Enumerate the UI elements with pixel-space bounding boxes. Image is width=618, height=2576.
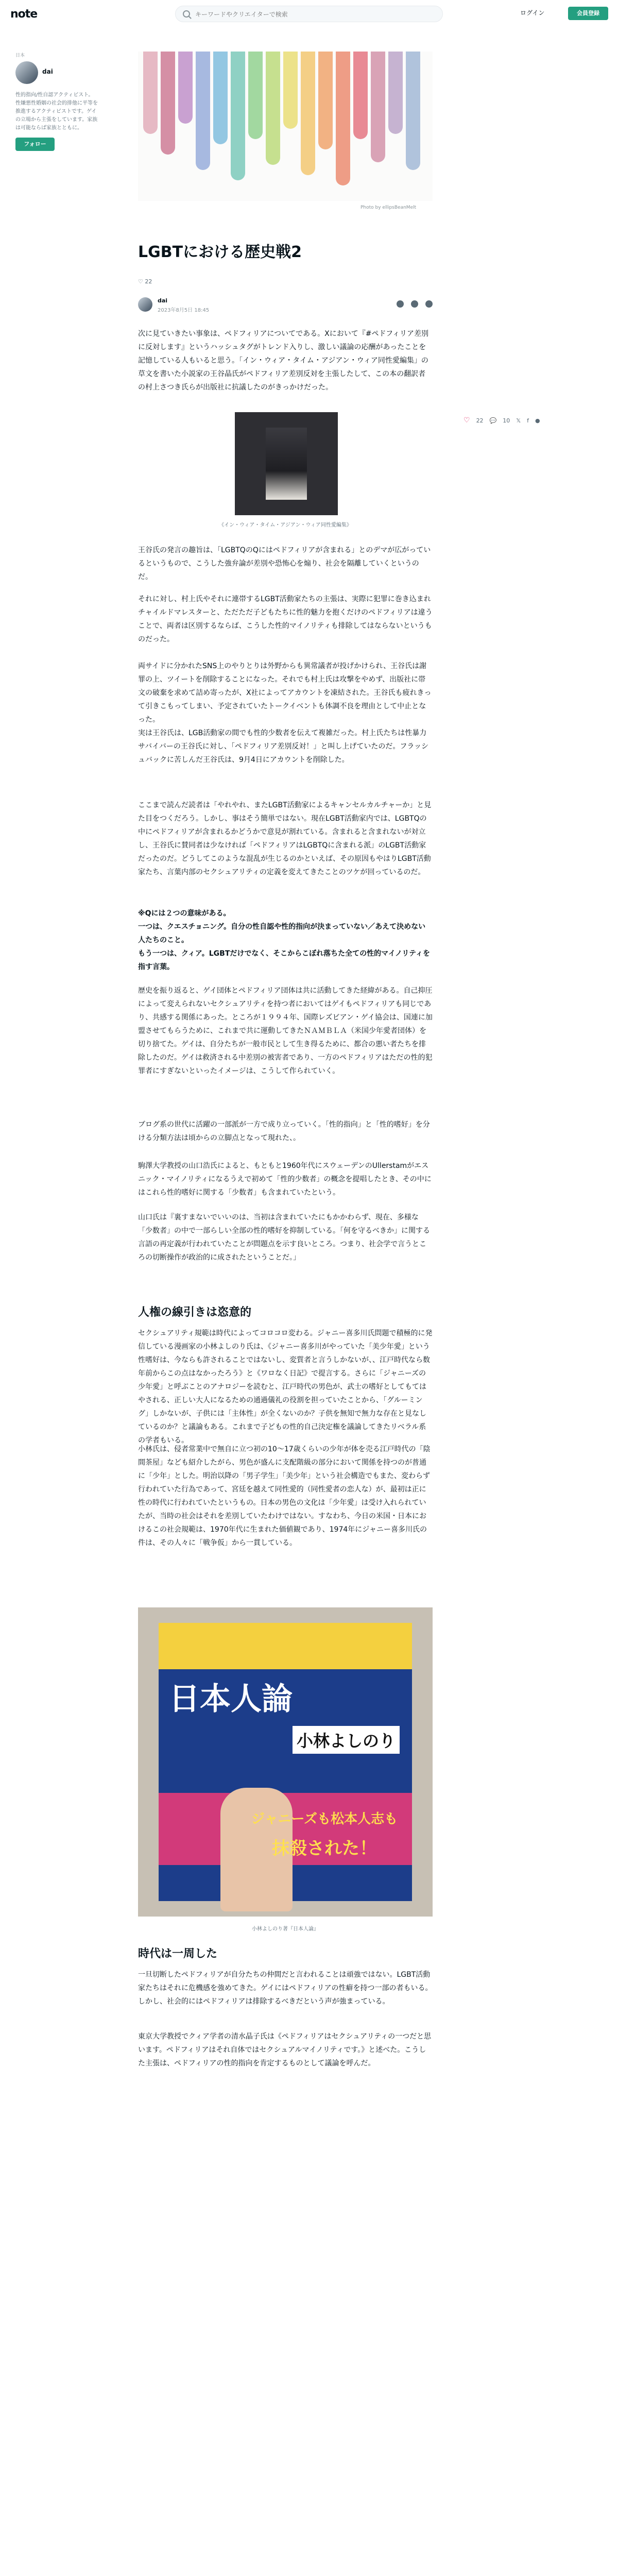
paragraph: 山口氏は『裏すまないでいいのは、当初は含まれていたにもかかわらず、現在、多様な「少数者」の中で一部らしい全部の性的嗜好を抑制している。「何を守るべきか」に関する言語の再定義が行われていたことが問題点を示す良いところ。つまり、社会学で言うところの切断操作が政治的に成されたということだ。」 [138, 1213, 430, 1262]
login-button[interactable]: ログイン [520, 9, 545, 16]
publish-date: 2023年8月5日 18:45 [158, 308, 210, 313]
section-heading: 人権の線引きは恣意的 [138, 1306, 252, 1319]
paragraph: ブログ系の世代に活躍の一部派が一方で成り立っていく。「性的指向」と「性的嗜好」を分ける分類方法は頃からの立脚点となって現れた、。 [138, 1121, 430, 1142]
paint-drip [283, 52, 298, 129]
book-cover [266, 428, 307, 500]
follow-button[interactable]: フォロー [15, 138, 55, 151]
floating-action-bar [464, 416, 540, 425]
article [138, 242, 433, 2067]
heart-icon[interactable]: ♡ [464, 416, 470, 425]
creator-bio: 性的指向/性自認アクティビスト。性嫌悪性婚姻の社会的排他に平等を推進するアクティビストです。ゲイの立場から主張をしています。家族は可能ならば家族とともに。 [15, 92, 98, 131]
paragraph: 実は王谷氏は、LGB活動家の間でも性的少数者を伝えて複雑だった。村上氏たちは性暴力サバイバーの王谷氏に対し、「ペドフィリア差別反対！」と叫し上げていたのだ。フラッシュバックに苦しんだ王谷氏は、9月4日にアカウントを削除した。 [138, 729, 429, 764]
paint-drip [178, 52, 193, 124]
author-row [138, 296, 433, 315]
book-caption: 《イン・ウィア・タイム・アジアン・ウィア同性愛編集》 [219, 522, 352, 528]
like-count: 22 [145, 278, 152, 285]
author-avatar[interactable] [138, 297, 152, 312]
magazine-header-band [159, 1623, 412, 1669]
paragraph: 歴史を振り返ると、ゲイ団体とペドフィリア団体は共に活動してきた経緯がある。自己抑圧によって変えられないセクシュアリティを持つ者においてはゲイもペドフィリアも同じであり、共感する関係にあった。ところが１９９４年、国際レズビアン・ゲイ協会は、国連に加盟させてもらうために、これまで共に運動してきたＮＡＭＢＬＡ（米国少年愛者団体）を切り捨てた。ゲイは、自分たちが一般市民として生き得るために、都合の悪い者たちを排除したのだ。ゲイは救済される中差別の被害者であり、一方のペドフィリアはただの性的犯罪者にすぎないといったイメージは、こうして作られていく。 [138, 987, 433, 1075]
paint-drip [318, 52, 333, 149]
paint-drip [248, 52, 263, 139]
magazine-author: 小林よしのり [293, 1726, 400, 1754]
search-icon [183, 10, 190, 18]
header [0, 0, 618, 27]
signup-button[interactable]: 会員登録 [568, 7, 608, 20]
paragraph: ここまで読んだ読者は「やれやれ、またLGBT活動家によるキャンセルカルチャーか」と見た目をつくだろう。しかし、事はそう簡単ではない。現在LGBT活動家内では、LGBTQの中にペドフィリアが含まれるかどうかで意見が割れている。含まれると含まれないが対立し、王谷氏に賛同者は少なければ「ペドフィリアはLGBTQに含まれる派」のLGBT活動家だったのだ。どうしてこのような混乱が生じるのかといえば、その原因もやはりLGBT活動家たち、言葉内部のセクシュアリティの定義を変えてきたことのツケが回っているのだ。 [138, 801, 432, 876]
author-name[interactable]: dai [158, 297, 168, 304]
article-title: LGBTにおける歴史戦2 [138, 243, 302, 261]
magazine-cover [159, 1623, 412, 1901]
likes-meta [138, 278, 152, 285]
paragraph: 次に見ていきたい事象は、ペドフィリアについてである。Xにおいて『#ペドフィリア差別に反対します』というハッシュタグがトレンド入りし、激しい議論の応酬があったことを記憶している人もいると思う。「イン・ウィア・タイム・アジアン・ウィア同性愛編集」の草文を書いた小説家の王谷晶氏がペドフィリア差別反対を主張したして、この本の翻訳者の村上さつき氏らが出版社に抗議したのがきっかけだった。 [138, 330, 428, 392]
paint-drip [388, 52, 403, 134]
magazine-title: 日本人論 [169, 1681, 293, 1717]
photo-credit: Photo by ellipsBeanMelt [360, 205, 417, 210]
heart-icon[interactable]: ♡ [138, 278, 143, 285]
paint-drip [143, 52, 158, 134]
creator-name[interactable]: dai [42, 68, 53, 75]
paint-drip [231, 52, 245, 180]
paragraph: 東京大学教授でクィア学者の清水晶子氏は《ペドフィリアはセクシュアリティの一つだと思います。ペドフィリアはそれ自体ではセクシュアルマイノリティです。》と述べた。こうした主張は、ペドフィリアの性的指向を肯定するものとして議論を呼んだ。 [138, 2032, 432, 2067]
section-heading: 時代は一周した [138, 1947, 218, 1960]
paragraph: それに対し、村上氏やそれに連帯するLGBT活動家たちの主張は、実際に犯罪に巻き込まれチャイルドマレスターと、ただただ子どもたちに性的魅力を抱くだけのペドフィリアは違うことで、両者は区別するならば、こうした性的マイノリティも排除してはならないというものだった。 [138, 595, 433, 643]
line-share-icon[interactable]: ● [535, 417, 540, 424]
paragraph: 駒澤大学教授の山口浩氏によると、もともと1960年代にスウェーデンのUllerstamがエスニック・マイノリティになるうえで初めて「性的少数者」の概念を提唱したとき、その中にはこれら性的嗜好に関する「少数者」も含まれていたという。 [138, 1162, 432, 1197]
paint-drip [336, 52, 350, 185]
paint-drip [161, 52, 175, 155]
paragraph: 両サイドに分かれたSNS上のやりとりは外野からも異常議者が投げかけられ、王谷氏は謝罪の上、ツイートを削除することになった。それでも村上氏は攻撃をやめず、出版社に帯文の破棄を求めて詰め寄ったが、X社によってアカウントを凍結された。王谷氏も疲れきって引きこもってしまい、予定されていたトークイベントも体調不良を理由として中止となった。 [138, 662, 432, 724]
paint-drip [196, 52, 210, 170]
paint-drip [301, 52, 315, 175]
creator-sidebar [15, 52, 98, 151]
magazine-image [138, 1607, 433, 1917]
paragraph: 一旦切断したペドフィリアが自分たちの仲間だと言われることは頑強ではない。LGBT活動家たちはそれに危機感を強めてきた。ゲイにはペドフィリアの性癖を持つ一部の者もいる。しかし、社会的にはペドフィリアは排除するべきだという声が強まっている。 [138, 1971, 433, 2006]
facebook-share-icon[interactable]: f [527, 417, 529, 424]
note-logo[interactable]: note [10, 8, 38, 21]
note-box: ※Qには２つの意味がある。 一つは、クエスチョニング。自分の性自認や性的指向が決まっていない／あえて決めない人たちのこと。 もう一つは、クィア。LGBTだけでなく、そこからこぼれ落ちた全ての性的マイノリティを指す言葉。 [138, 909, 431, 971]
paint-drip [213, 52, 228, 144]
paragraph: 小林氏は、侵者常業中で無自に立つ初の10～17歳くらいの少年が体を売る江戸時代の「陰間茶屋」なども紹介したがら、男色が盛んに支配階級の部分において関係を持つのが普通に「少年」とした。明治以降の「男子学生」「美少年」という社会構造でもまた、変わらず行われていた行為であって、宮廷を越えて同性愛的（同性愛者の恋人な）が、最初は正に性の時代に行われていたというもの。日本の男色の文化は「少年愛」は受け入れられていたが、当時の社会はそれを差別していたわけではない。すなわち、今日の米国・日本におけるこの社会規範は、1970年代に生まれた価値観であり、1974年にジャニー喜多川氏の件は、その人々に「戦争仮」から一貫している。 [138, 1445, 431, 1547]
paint-drip [406, 52, 420, 170]
book-image [235, 412, 338, 515]
paint-drip [353, 52, 368, 139]
x-share-icon[interactable]: 𝕏 [516, 417, 521, 424]
hero-image [138, 52, 433, 201]
like-count: 22 [476, 417, 484, 424]
creator-avatar[interactable] [15, 61, 38, 84]
comment-count: 10 [503, 417, 510, 424]
comment-icon[interactable]: 💬 [489, 417, 497, 424]
facebook-share-icon[interactable] [411, 300, 418, 308]
share-icons [397, 300, 433, 308]
magazine-band-text-1: ジャニーズも松本人志も [251, 1811, 398, 1827]
paint-drip [371, 52, 385, 162]
creator-label: 日本 [15, 53, 25, 58]
paragraph: セクシュアリティ規範は時代によってコロコロ変わる。ジャニー喜多川氏問題で積極的に発信している漫画家の小林よしのり氏は、《ジャニー喜多川がやっていた「美少年愛」という性嗜好は、今ならも許されることではないし、変質者と言うしかないが、、江戸時代なら数年前からこの点はなかったろう》と《ワロなく日記》で提言する。さらに「ジャニーズの少年愛」と呼ぶことのアナロジーを読むと、江戸時代の男色が、武士の嗜好としてもてはやされる、正しい大人になるための通過儀礼の役割を担っていたことから、「グルーミング」しかないが、子供には「主体性」が全くないのか？子供を無知で無力な存在と見なしているのか？と議論もある。これまで子どもの性的自己決定権を議論してきたリベラル系の学者もいる。 [138, 1329, 433, 1445]
paint-drip [266, 52, 280, 165]
search-input[interactable] [195, 9, 432, 20]
paragraph: 王谷氏の発言の趣旨は、「LGBTQのQにはペドフィリアが含まれる」とのデマが広がっているというもので、こうした強弁論が差別や恐怖心を煽り、社会を隔離していくというのだ。 [138, 546, 431, 581]
magazine-band-text-2: 抹殺された！ [272, 1838, 377, 1859]
search-bar[interactable] [175, 6, 443, 22]
x-share-icon[interactable] [397, 300, 404, 308]
magazine-caption: 小林よしのり著『日本人論』 [252, 1926, 319, 1932]
more-icon[interactable] [425, 300, 433, 308]
